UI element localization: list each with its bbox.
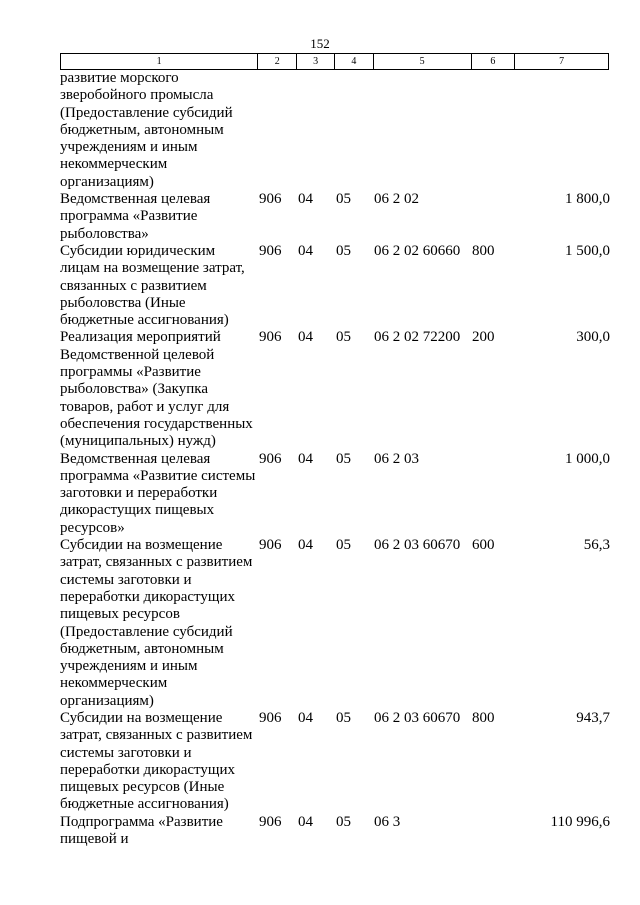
table-body (60, 70, 612, 848)
row-razdel: 04 (298, 329, 313, 346)
row-podrazdel: 05 (336, 709, 351, 726)
row-csr: 06 2 02 72200 (374, 329, 461, 346)
row-razdel: 04 (298, 709, 313, 726)
row-name: Субсидии на возмещение затрат, связанных с развитием системы заготовки и переработки дикорастущих пищевых ресурсов (Иные бюджетные ассигнования) (60, 709, 253, 813)
row-grbs: 906 (259, 709, 282, 726)
row-razdel: 04 (298, 537, 313, 554)
header-col-7: 7 (559, 56, 565, 67)
row-sum: 110 996,6 (550, 813, 610, 830)
row-vr: 600 (472, 537, 495, 554)
row-razdel: 04 (298, 450, 313, 467)
row-name: Ведомственная целевая программа «Развитие системы заготовки и переработки дикорастущих пищевых ресурсов» (60, 450, 256, 536)
page-number: 152 (310, 36, 330, 51)
row-podrazdel: 05 (336, 329, 351, 346)
row-csr: 06 2 03 (374, 450, 419, 467)
row-podrazdel: 05 (336, 450, 351, 467)
header-col-4: 4 (335, 54, 374, 69)
row-podrazdel: 05 (336, 242, 351, 259)
row-csr: 06 2 03 60670 (374, 537, 461, 554)
table-row (60, 191, 612, 243)
row-name: Субсидии юридическим лицам на возмещение затрат, связанных с развитием рыболовства (Иные бюджетные ассигнования) (60, 242, 245, 329)
table-row (60, 70, 612, 191)
header-col-3: 3 (297, 54, 335, 69)
row-razdel: 04 (298, 242, 313, 259)
row-podrazdel: 05 (336, 191, 351, 208)
row-sum: 1 000,0 (565, 450, 610, 467)
row-grbs: 906 (259, 191, 282, 208)
table-row (60, 814, 612, 849)
row-sum: 943,7 (576, 709, 610, 726)
header-col-1: 1 (61, 54, 258, 69)
row-grbs: 906 (259, 537, 282, 554)
row-csr: 06 3 (374, 813, 401, 830)
row-name: развитие морского зверобойного промысла (Предоставление субсидий бюджетным, автономным учреждениям и иным некоммерческим организациям) (60, 70, 233, 190)
table-row (60, 329, 612, 450)
row-csr: 06 2 03 60670 (374, 709, 461, 726)
row-sum: 1 800,0 (565, 191, 610, 208)
row-name: Субсидии на возмещение затрат, связанных с развитием системы заготовки и переработки дикорастущих пищевых ресурсов (Предоставление субсидий бюджетным, автономным учреждениям и иным некоммерческим организациям) (60, 537, 253, 709)
row-grbs: 906 (259, 813, 282, 830)
row-grbs: 906 (259, 450, 282, 467)
row-name: Ведомственная целевая программа «Развитие рыболовства» (60, 191, 211, 242)
header-col-5: 5 (374, 54, 472, 69)
row-name: Реализация мероприятий Ведомственной целевой программы «Развитие рыболовства» (Закупка товаров, работ и услуг для обеспечения государственных (муниципальных) нужд) (60, 329, 253, 450)
row-razdel: 04 (298, 813, 313, 830)
row-csr: 06 2 02 (374, 191, 419, 208)
table-row (60, 710, 612, 814)
table-header (60, 53, 609, 70)
header-col-2: 2 (258, 54, 297, 69)
row-podrazdel: 05 (336, 537, 351, 554)
row-csr: 06 2 02 60660 (374, 242, 461, 259)
row-grbs: 906 (259, 242, 282, 259)
header-col-6: 6 (472, 54, 516, 69)
row-grbs: 906 (259, 329, 282, 346)
row-sum: 1 500,0 (565, 242, 610, 259)
row-sum: 300,0 (576, 329, 610, 346)
table-row (60, 451, 612, 537)
table-row (60, 243, 612, 329)
table-row (60, 537, 612, 710)
row-name: Подпрограмма «Развитие пищевой и (60, 813, 223, 848)
row-razdel: 04 (298, 191, 313, 208)
row-sum: 56,3 (583, 537, 610, 554)
row-podrazdel: 05 (336, 813, 351, 830)
row-vr: 800 (472, 709, 495, 726)
row-vr: 200 (472, 329, 495, 346)
row-vr: 800 (472, 242, 495, 259)
